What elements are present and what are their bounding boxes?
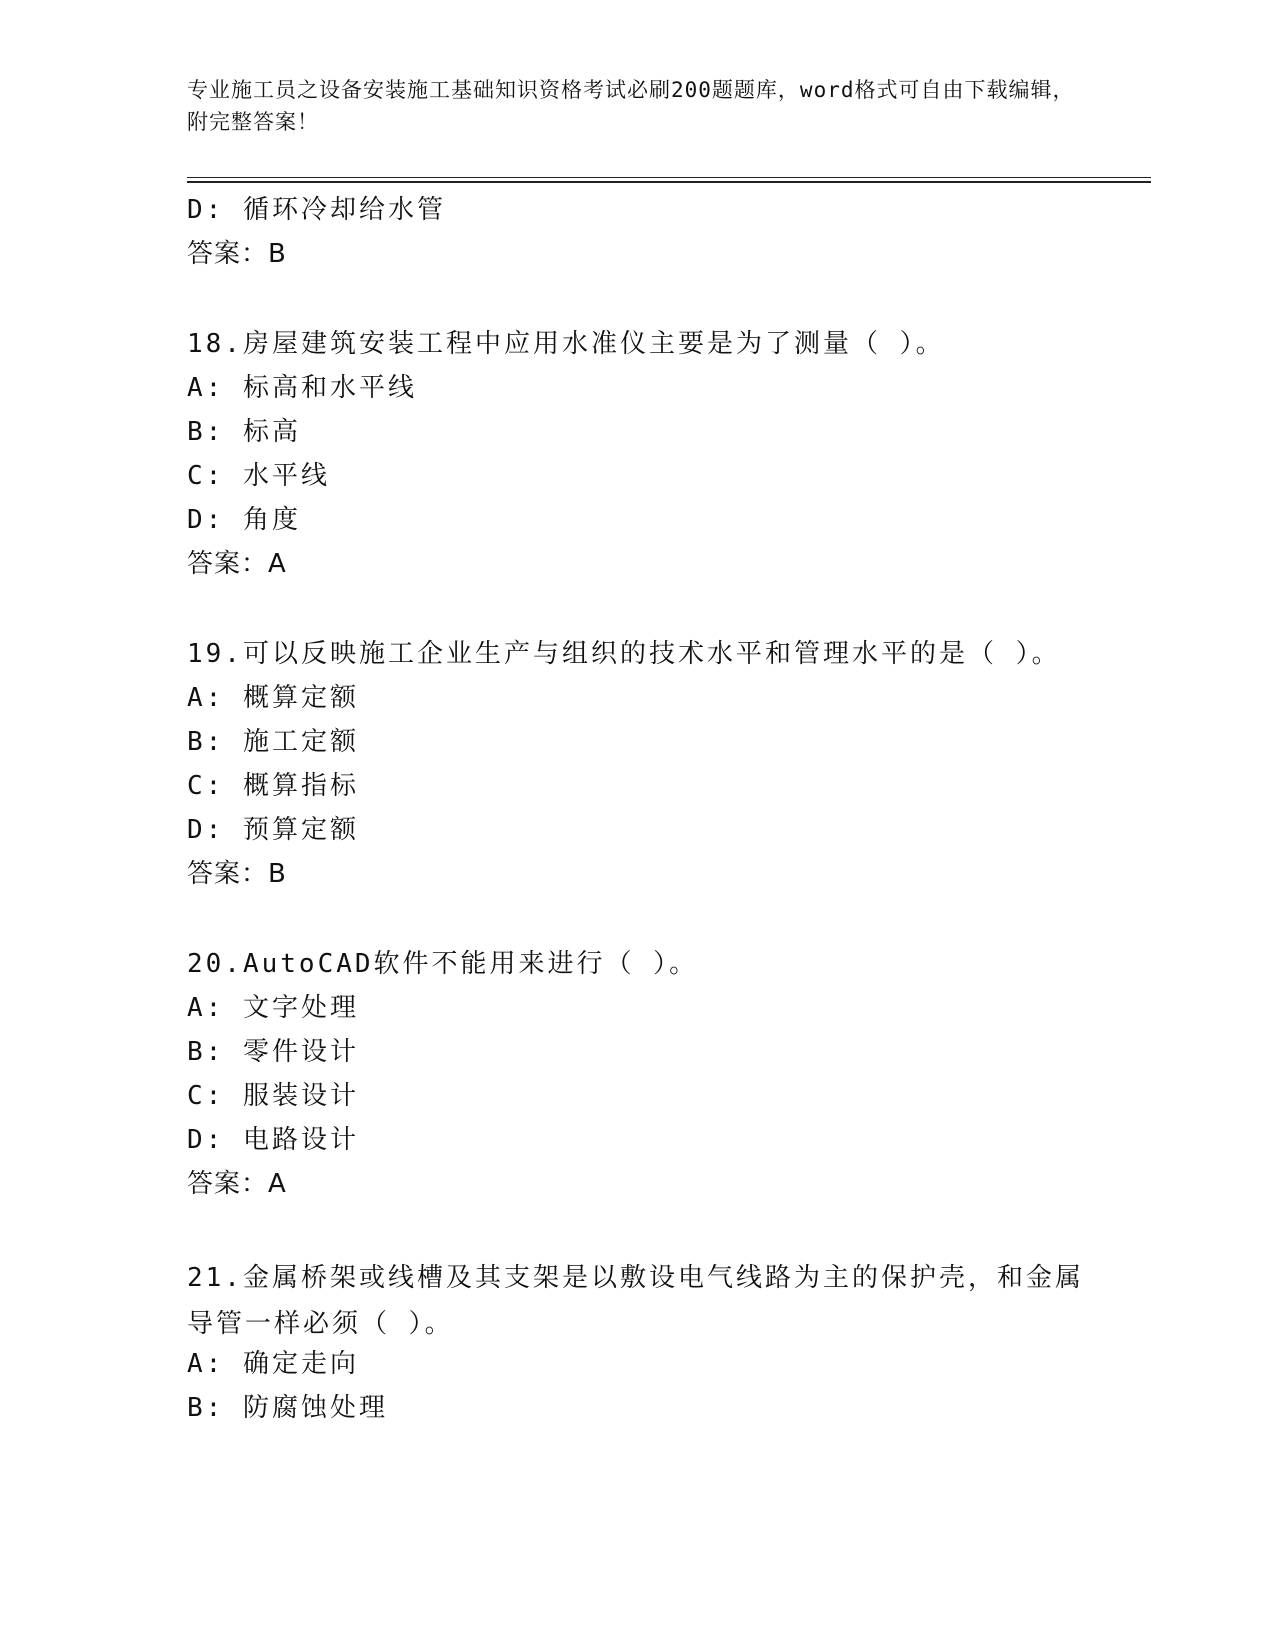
q20-option-b: B: 零件设计 <box>187 1037 359 1067</box>
q18-answer: 答案：A <box>187 549 287 579</box>
q20-answer: 答案：A <box>187 1169 287 1199</box>
q18-question: 18.房屋建筑安装工程中应用水准仪主要是为了测量（ ）。 <box>187 329 945 359</box>
document-header: 专业施工员之设备安装施工基础知识资格考试必刷200题题库，word格式可自由下载编辑，附完整答案！ <box>187 78 1075 134</box>
q18-option-b: B: 标高 <box>187 417 301 447</box>
q18-option-a: A: 标高和水平线 <box>187 373 417 403</box>
header-rule-thick <box>187 181 1151 183</box>
q18-option-c: C: 水平线 <box>187 461 330 491</box>
q19-option-d: D: 预算定额 <box>187 815 359 845</box>
q20-question: 20.AutoCAD软件不能用来进行（ ）。 <box>187 949 699 979</box>
q19-option-c: C: 概算指标 <box>187 771 359 801</box>
q21-option-b: B: 防腐蚀处理 <box>187 1393 388 1423</box>
q19-option-b: B: 施工定额 <box>187 727 359 757</box>
q21-option-a: A: 确定走向 <box>187 1349 359 1379</box>
q18-option-d: D: 角度 <box>187 505 301 535</box>
q19-question: 19.可以反映施工企业生产与组织的技术水平和管理水平的是（ ）。 <box>187 639 1061 669</box>
q21-question: 21.金属桥架或线槽及其支架是以敷设电气线路为主的保护壳，和金属导管一样必须（ ）。 <box>187 1263 1084 1339</box>
q19-answer: 答案：B <box>187 859 287 889</box>
prev-answer: 答案：B <box>187 239 287 269</box>
q19-option-a: A: 概算定额 <box>187 683 359 713</box>
q20-option-a: A: 文字处理 <box>187 993 359 1023</box>
q20-option-c: C: 服装设计 <box>187 1081 359 1111</box>
q20-option-d: D: 电路设计 <box>187 1125 359 1155</box>
prev-option-d: D: 循环冷却给水管 <box>187 195 446 225</box>
header-rule-thin <box>187 177 1151 178</box>
